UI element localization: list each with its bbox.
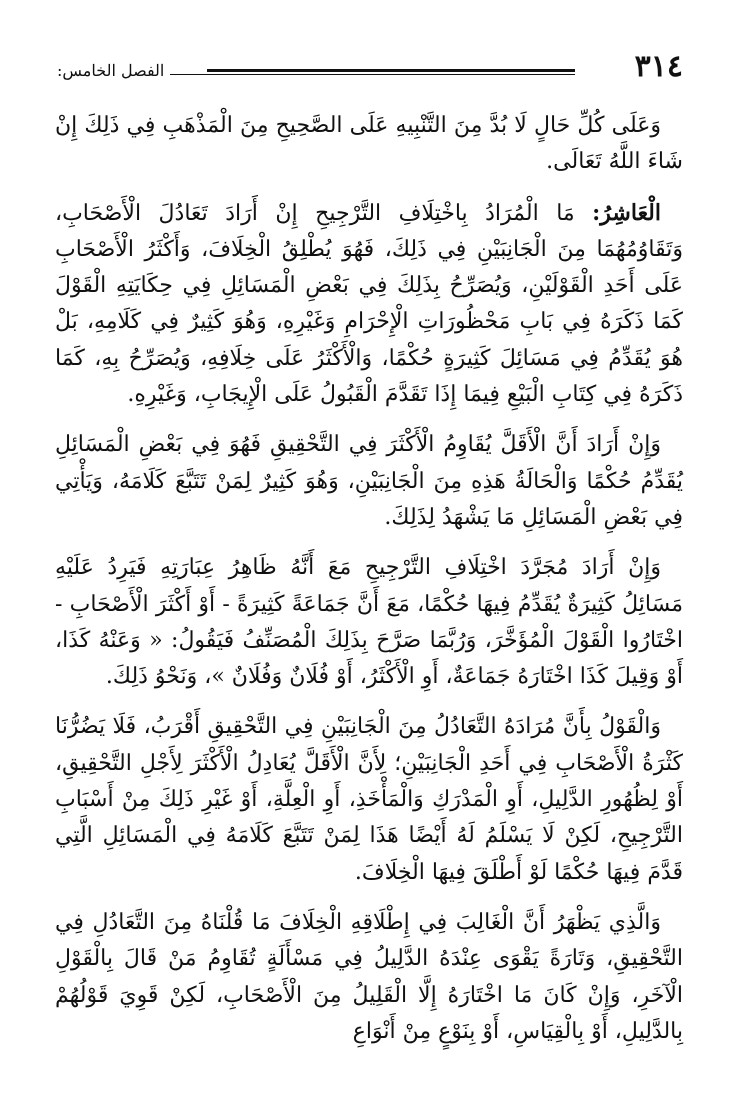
body-text xyxy=(55,108,683,1064)
paragraph-text: وَإِنْ أَرَادَ أَنَّ الْأَقَلَّ يُقَاوِمُ الْأَكْثَرَ فِي التَّحْقِيقِ فَهُوَ فِي بَعْضِ الْمَسَائِلِ يُقَدِّمُ حُكْمًا وَالْحَالَةُ هَذِهِ مِنَ الْجَانِبَيْنِ، وَهُوَ كَثِيرٌ لِمَنْ تَتَبَّعَ كَلَامَهُ، وَيَأْتِي فِي بَعْضِ الْمَسَائِلِ مَا يَشْهَدُ لِذَلِكَ. xyxy=(55,432,683,530)
paragraph-text: وَعَلَى كُلِّ حَالٍ لَا بُدَّ مِنَ التَّنْبِيهِ عَلَى الصَّحِيحِ مِنَ الْمَذْهَبِ فِي ذَلِكَ إِنْ شَاءَ اللَّهُ تَعَالَى. xyxy=(55,113,683,175)
header-rule-thick xyxy=(207,69,575,72)
chapter-title: الفصل الخامس: xyxy=(55,62,170,80)
paragraph-text: وَالَّذِي يَظْهَرُ أَنَّ الْغَالِبَ فِي إِطْلَاقِهِ الْخِلَافَ مَا قُلْنَاهُ مِنَ التَّعَادُلِ فِي التَّحْقِيقِ، وَتَارَةً يَقْوَى عِنْدَهُ الدَّلِيلُ فِي مَسْأَلَةٍ تُقَاوِمُ مَنْ قَالَ بِالْقَوْلِ الْآخَرِ، وَإِنْ كَانَ مَا اخْتَارَهُ إِلَّا الْقَلِيلُ مِنَ الْأَصْحَابِ، لَكِنْ قَوِيَ قَوْلُهُمْ بِالدَّلِيلِ، أَوْ بِالْقِيَاسِ، أَوْ بِنَوْعٍ مِنْ أَنْوَاعِ xyxy=(55,909,683,1044)
paragraph-lead: الْعَاشِرُ: xyxy=(592,199,661,226)
paragraph-text: وَالْقَوْلُ بِأَنَّ مُرَادَهُ التَّعَادُلُ مِنَ الْجَانِبَيْنِ فِي التَّحْقِيقِ أَقْرَبُ، فَلَا يَضُرُّنَا كَثْرَةُ الْأَصْحَابِ فِي أَحَدِ الْجَانِبَيْنِ؛ لِأَنَّ الْأَقَلَّ يُعَادِلُ الْأَكْثَرَ لِأَجْلِ التَّحْقِيقِ، أَوْ لِظُهُورِ الدَّلِيلِ، أَوِ الْمَدْرَكِ وَالْمَأْخَذِ، أَوِ الْعِلَّةِ، أَوْ غَيْرِ ذَلِكَ مِنْ أَسْبَابِ التَّرْجِيحِ، لَكِنْ لَا يَسْلَمُ لَهُ أَيْضًا هَذَا لِمَنْ تَتَبَّعَ كَلَامَهُ فِي الْمَسَائِلِ الَّتِي قَدَّمَ فِيهَا حُكْمًا لَوْ أَطْلَقَ فِيهَا الْخِلَافَ. xyxy=(55,714,683,885)
page-number: ٣١٤ xyxy=(634,49,683,84)
page-header xyxy=(55,49,683,90)
paragraph xyxy=(55,550,683,695)
paragraph xyxy=(55,709,683,890)
paragraph-text: مَا الْمُرَادُ بِاخْتِلَافِ التَّرْجِيحِ إِنْ أَرَادَ تَعَادُلَ الْأَصْحَابِ، وَتَقَاوُمُهُمَا مِنَ الْجَانِبَيْنِ فِي ذَلِكَ، فَهُوَ يُطْلِقُ الْخِلَافَ، وَأَكْثَرُ الْأَصْحَابِ عَلَى أَحَدِ الْقَوْلَيْنِ، وَيُصَرِّحُ بِذَلِكَ فِي بَعْضِ الْمَسَائِلِ فِي حِكَايَتِهِ الْقَوْلَ كَمَا ذَكَرَهُ فِي بَابِ مَحْظُورَاتِ الْإِحْرَامِ وَغَيْرِهِ، وَهُوَ كَثِيرٌ فِي كَلَامِهِ، بَلْ هُوَ يُقَدِّمُ فِي مَسَائِلَ كَثِيرَةٍ حُكْمًا، وَالْأَكْثَرُ عَلَى خِلَافِهِ، وَيُصَرِّحُ بِهِ، كَمَا ذَكَرَهُ فِي كِتَابِ الْبَيْعِ فِيمَا إِذَا تَقَدَّمَ الْقَبُولُ عَلَى الْإِيجَابِ، وَغَيْرِهِ. xyxy=(55,200,683,408)
paragraph xyxy=(55,108,683,181)
paragraph-text: وَإِنْ أَرَادَ مُجَرَّدَ اخْتِلَافِ التَّرْجِيحِ مَعَ أَنَّهُ ظَاهِرُ عِبَارَتِهِ فَيَرِدُ عَلَيْهِ مَسَائِلُ كَثِيرَةٌ يُقَدِّمُ فِيهَا حُكْمًا، مَعَ أَنَّ جَمَاعَةً كَثِيرَةً - أَوْ أَكْثَرَ الْأَصْحَابِ - اخْتَارُوا الْقَوْلَ الْمُؤَخَّرَ، وَرُبَّمَا صَرَّحَ بِذَلِكَ الْمُصَنِّفُ فَيَقُولُ: « وَعَنْهُ كَذَا، أَوْ وَقِيلَ كَذَا اخْتَارَهُ جَمَاعَةٌ، أَوِ الْأَكْثَرُ، أَوْ فُلَانٌ وَفُلَانٌ »، وَنَحْوُ ذَلِكَ. xyxy=(55,555,683,690)
paragraph xyxy=(55,905,683,1050)
paragraph xyxy=(55,195,683,414)
paragraph xyxy=(55,427,683,536)
